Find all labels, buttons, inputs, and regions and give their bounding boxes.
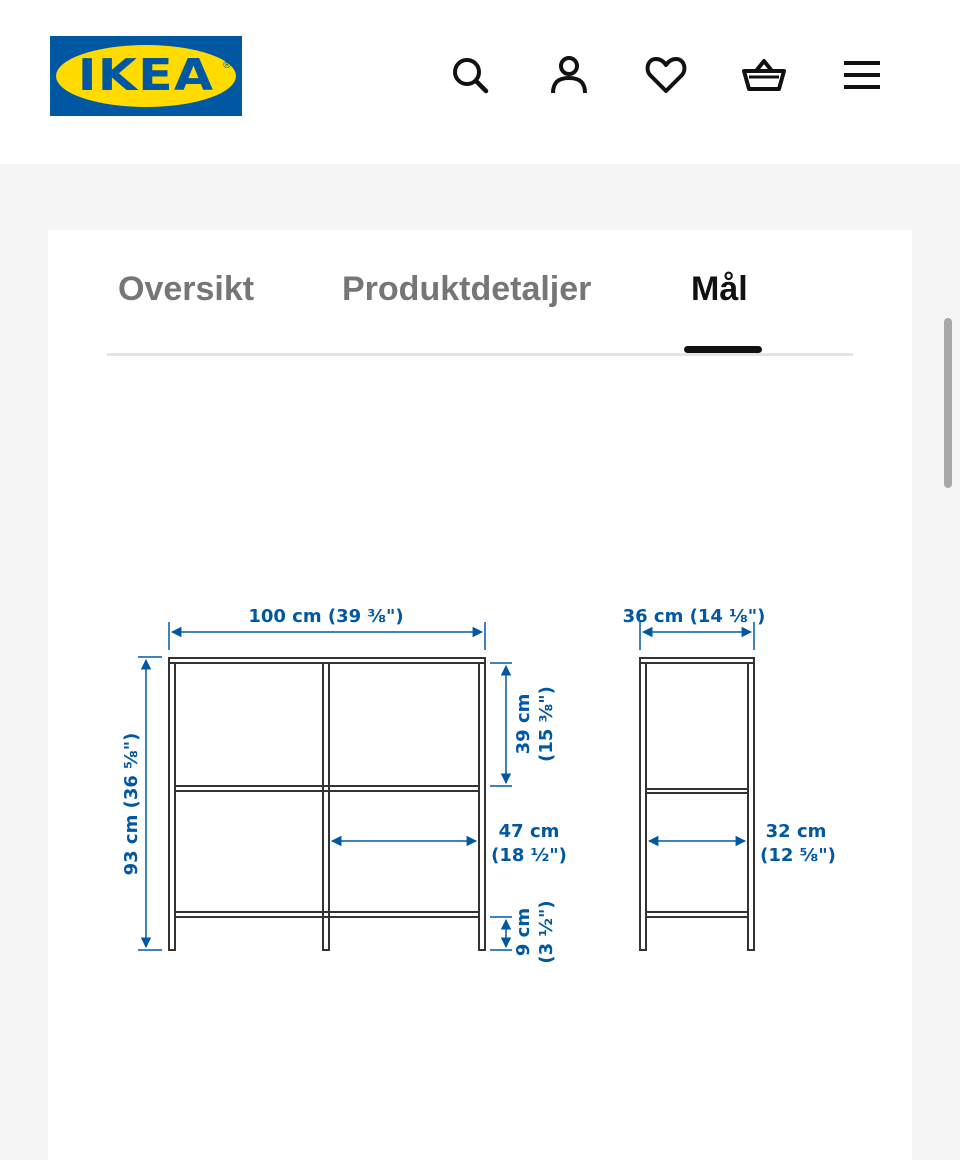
tab-mal[interactable]: Mål	[691, 270, 748, 308]
side-depth-label: 36 cm (14 ⅛")	[622, 606, 766, 627]
front-view-drawing	[169, 658, 485, 950]
front-height-label: 93 cm (36 ⅝")	[121, 732, 142, 876]
shelf-depth-cm-label: 32 cm	[765, 821, 827, 842]
bottom-clearance-in-label: (3 ½")	[536, 900, 557, 964]
tab-produktdetaljer[interactable]: Produktdetaljer	[342, 270, 592, 308]
shelf-width-cm-label: 47 cm	[498, 821, 560, 842]
tab-oversikt[interactable]: Oversikt	[118, 270, 255, 308]
shelf-width-in-label: (18 ½")	[491, 845, 567, 866]
front-width-label: 100 cm (39 ⅜")	[248, 606, 404, 627]
logo-text: IKEA	[77, 50, 215, 101]
upper-compartment-cm-label: 39 cm	[513, 693, 534, 755]
upper-compartment-in-label: (15 ⅜")	[536, 686, 557, 762]
shelf-depth-in-label: (12 ⅝")	[760, 845, 836, 866]
side-view-drawing	[640, 658, 754, 950]
logo-registered-mark: ®	[222, 60, 232, 71]
bottom-clearance-cm-label: 9 cm	[513, 907, 534, 957]
